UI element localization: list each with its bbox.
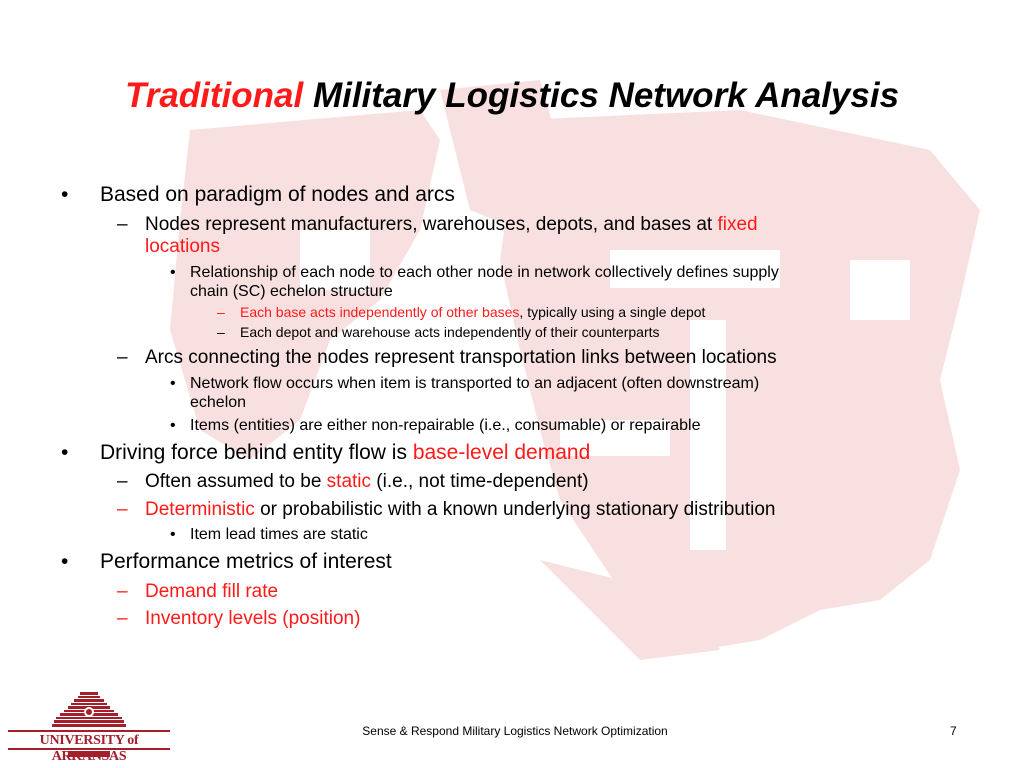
list-item: Item lead times are static [190, 526, 368, 543]
footer-title: Sense & Respond Military Logistics Network Optimization [362, 724, 668, 738]
page-number: 7 [950, 724, 957, 738]
list-item: Performance metrics of interest [100, 550, 392, 573]
dash-marker: – [117, 471, 128, 492]
slide-title [0, 74, 1024, 118]
list-item: Each depot and warehouse acts independently of their counterparts [240, 324, 660, 340]
list-item: Network flow occurs when item is transported to an adjacent (often downstream) [190, 375, 760, 392]
list-item: Demand fill rate [145, 581, 279, 602]
bullet-marker: • [170, 417, 176, 434]
list-item: Each base acts independently of other bases, typically using a single depot [240, 304, 706, 320]
dash-marker: – [117, 608, 128, 629]
bullet-marker: • [61, 550, 69, 573]
list-item: Based on paradigm of nodes and arcs [100, 183, 455, 206]
list-item: Nodes represent manufacturers, warehouses, depots, and bases at fixed [145, 214, 758, 235]
bullet-marker: • [170, 264, 176, 281]
title-rest: Military Logistics Network Analysis [303, 76, 900, 115]
title-highlight: Traditional [124, 76, 304, 115]
dash-marker: – [117, 499, 128, 520]
dash-marker: – [217, 324, 225, 340]
dash-marker: – [117, 214, 128, 235]
dash-marker: – [117, 581, 128, 602]
list-item: Driving force behind entity flow is base-level demand [100, 441, 591, 464]
list-item-continuation: locations [145, 236, 220, 257]
list-item: Arcs connecting the nodes represent transportation links between locations [145, 347, 777, 368]
university-name: UNIVERSITY of ARKANSAS [39, 733, 139, 764]
list-item: Relationship of each node to each other node in network collectively defines supply [190, 264, 779, 281]
list-item-continuation: chain (SC) echelon structure [190, 283, 393, 300]
list-item-continuation: echelon [190, 394, 247, 411]
list-item: Items (entities) are either non-repairable (i.e., consumable) or repairable [190, 417, 701, 434]
bullet-marker: • [61, 441, 69, 464]
bullet-marker: • [61, 183, 69, 206]
bullet-marker: • [170, 526, 176, 543]
dash-marker: – [117, 347, 128, 368]
bullet-marker: • [170, 375, 176, 392]
list-item: Often assumed to be static (i.e., not time-dependent) [145, 471, 589, 492]
list-item: Inventory levels (position) [145, 608, 361, 629]
dash-marker: – [217, 304, 225, 320]
list-item: Deterministic or probabilistic with a known underlying stationary distribution [145, 499, 776, 520]
